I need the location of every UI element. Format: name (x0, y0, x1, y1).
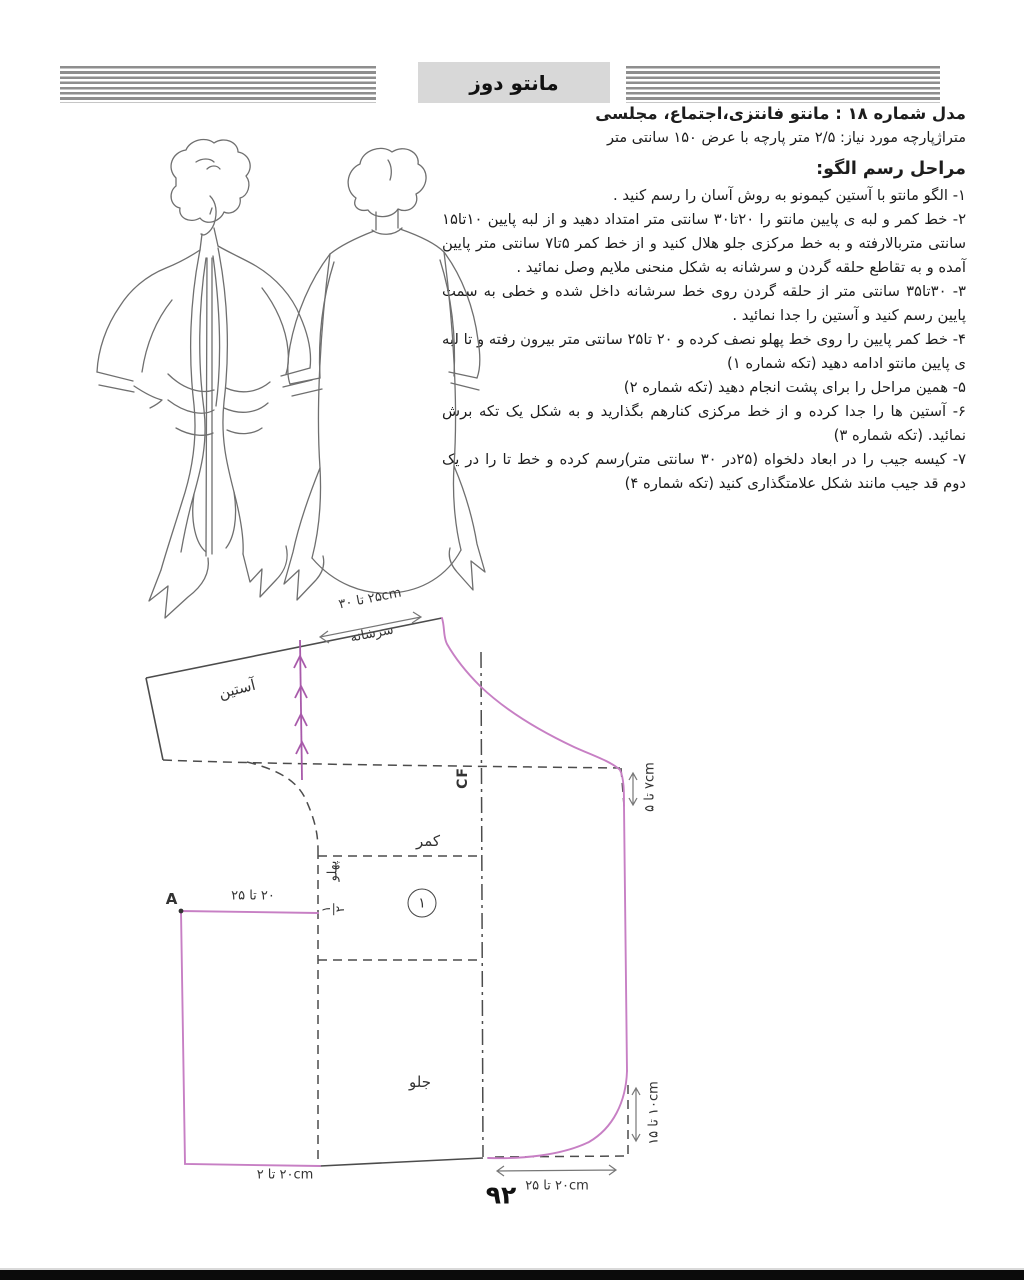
bottom-scan-bar (0, 1268, 1024, 1280)
piece-number-circle (408, 889, 437, 918)
header-title-text: مانتو دوز (469, 70, 559, 95)
fabric-requirement: متراژپارچه مورد نیاز: ۲/۵ متر پارچه با عرض ۱۵۰ سانتی متر (607, 130, 966, 146)
front-piece-label: جلو (409, 1073, 431, 1091)
page-header-title (418, 62, 610, 103)
shoulder-dimension-label: ۲۵cm تا ۳۰ (337, 585, 403, 613)
hem-right-dimension: ۲۰cm تا ۲۵ (525, 1178, 589, 1194)
center-front-label: CF (455, 767, 471, 789)
hem-rise-dimension: ۱۰cm تا ۱۵ (646, 1081, 662, 1145)
fraction-numerator: ۱ (320, 903, 334, 915)
point-a-label: A (165, 890, 179, 908)
header-stripes-right (626, 66, 940, 103)
neck-drop-dimension: ۷cm تا ۵ (642, 762, 658, 812)
step-4: ۴- خط کمر پایین را روی خط پهلو نصف کرده و ۲۰ تا۲۵ سانتی متر بیرون رفته و تا لبه ی پایین مانتو ادامه دهید (تکه شماره ۱) (442, 331, 966, 372)
step-3: ۳- ۳۰تا۳۵ سانتی متر از حلقه گردن روی خط سرشانه داخل شده و خطی به سمت پایین رسم کنید و آستین را جدا نمائید . (442, 283, 966, 324)
pocket-extension-dimension: ۲۰ تا ۲۵ (231, 888, 275, 904)
sleeve-label: آستین (216, 675, 258, 703)
dimension-arrows (320, 612, 640, 1176)
point-a-dot (179, 909, 184, 914)
one-half-fraction (320, 903, 348, 915)
waist-label: کمر (415, 832, 441, 850)
step-2: ۲- خط کمر و لبه ی پایین مانتو را ۲۰تا۳۰ سانتی متر امتداد دهید و از لبه پایین ۱۰تا۱۵ سانتی متربالارفته و به خط مرکزی جلو هلال کنید و از خط کمر ۵تا۷ سانتی متر پایین آمده و به تقاطع حلقه گردن و سرشانه به شکل منحنی ملایم وصل نمائید . (442, 211, 967, 276)
side-seam-label: پهلو (325, 860, 341, 882)
step-7: ۷- کیسه جیب را در ابعاد دلخواه (۲۵در ۳۰ سانتی متر)رسم کرده و خط تا را در یک دوم قد جیب مانند شکل علامتگذاری کنید (تکه شماره ۴) (442, 451, 967, 492)
step-5: ۵- همین مراحل را برای پشت انجام دهید (تکه شماره ۲) (623, 379, 966, 396)
header-stripes-left (60, 66, 376, 103)
step-6: ۶- آستین ها را جدا کرده و از خط مرکزی کنارهم بگذارید و به شکل یک تکه برش نمائید. (تکه شماره ۳) (442, 403, 966, 444)
steps-heading: مراحل رسم الگو: (816, 159, 966, 179)
piece-number: ۱ (418, 895, 426, 911)
step-1: ۱- الگو مانتو با آستین کیمونو به روش آسان را رسم کنید . (612, 187, 966, 204)
center-front-line (481, 652, 483, 1157)
model-title: مدل شماره ۱۸ : مانتو فانتزی،اجتماع، مجلسی (595, 104, 966, 123)
grain-line (294, 640, 308, 780)
shoulder-label: سرشانه (349, 622, 395, 646)
fashion-illustration-front (97, 139, 312, 618)
page-number: ۹۲ (485, 1180, 517, 1210)
instruction-column (442, 104, 966, 496)
fraction-denominator: ۲ (332, 905, 347, 913)
hem-left-dimension: ۲۰cm تا ۲ (256, 1167, 314, 1183)
pattern-dashed-lines (163, 760, 628, 1165)
